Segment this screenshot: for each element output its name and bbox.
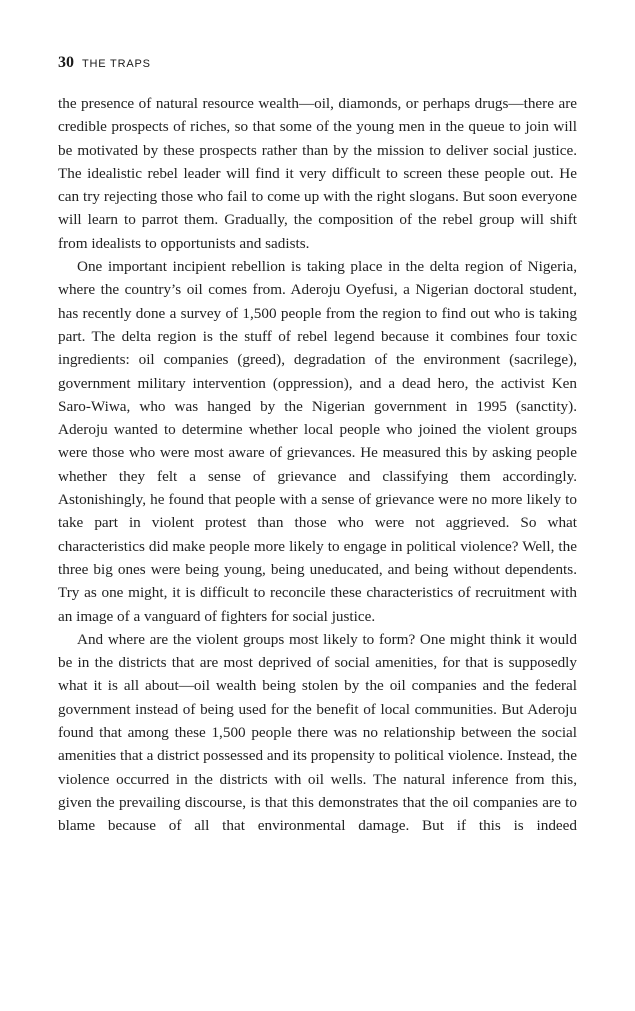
running-head — [58, 54, 151, 74]
paragraph-violent-groups: And where are the violent groups most likely to form? One might think it would be in the districts that are most deprived of social amenities, for that is supposedly what it is all about—oil wealth being stolen by the oil companies and the federal government instead of being used for the benefit of local communities. But Aderoju found that among these 1,500 people there was no relationship between the social amenities that a district possessed and its propensity to political violence. Instead, the violence occurred in the districts with oil wells. The natural inference from this, given the prevailing discourse, is that this demonstrates that the oil companies are to blame because of all that environmental damage. But if this is indeed — [58, 630, 577, 835]
paragraph-nigeria-delta: One important incipient rebellion is taking place in the delta region of Nigeria, where the country’s oil comes from. Aderoju Oyefusi, a Nigerian doctoral student, has recently done a survey of 1,500 people from the region to find out who is taking part. The delta region is the stuff of rebel legend because it combines four toxic ingredients: oil companies (greed), degradation of the environment (sacrilege), government military intervention (oppression), and a dead hero, the activist Ken Saro-Wiwa, who was hanged by the Nigerian government in 1995 (sanctity). Aderoju wanted to determine whether local people who joined the violent groups were those who were most aware of grievances. He measured this by asking people whether they felt a sense of grievance and classifying them accordingly. Astonishingly, he found that people with a sense of grievance were no more likely to take part in violent protest than those who were not aggrieved. So what characteristics did make people more likely to engage in political violence? Well, the three big ones were being young, being uneducated, and being without dependents. Try as one might, it is difficult to reconcile these characteristics of recruitment with an image of a vanguard of fighters for social justice. — [58, 258, 577, 625]
body-text — [58, 92, 577, 838]
section-title: THE TRAPS — [82, 58, 151, 70]
page-number: 30 — [58, 54, 74, 71]
paragraph-continued: the presence of natural resource wealth—oil, diamonds, or perhaps drugs—there are credible prospects of riches, so that some of the young men in the queue to join will be motivated by these prospects rather than by the mission to deliver social justice. The idealistic rebel leader will find it very difficult to screen these people out. He can try rejecting those who fail to come up with the right slogans. But soon everyone will learn to parrot them. Gradually, the composition of the rebel group will shift from idealists to opportunists and sadists. — [58, 95, 577, 252]
